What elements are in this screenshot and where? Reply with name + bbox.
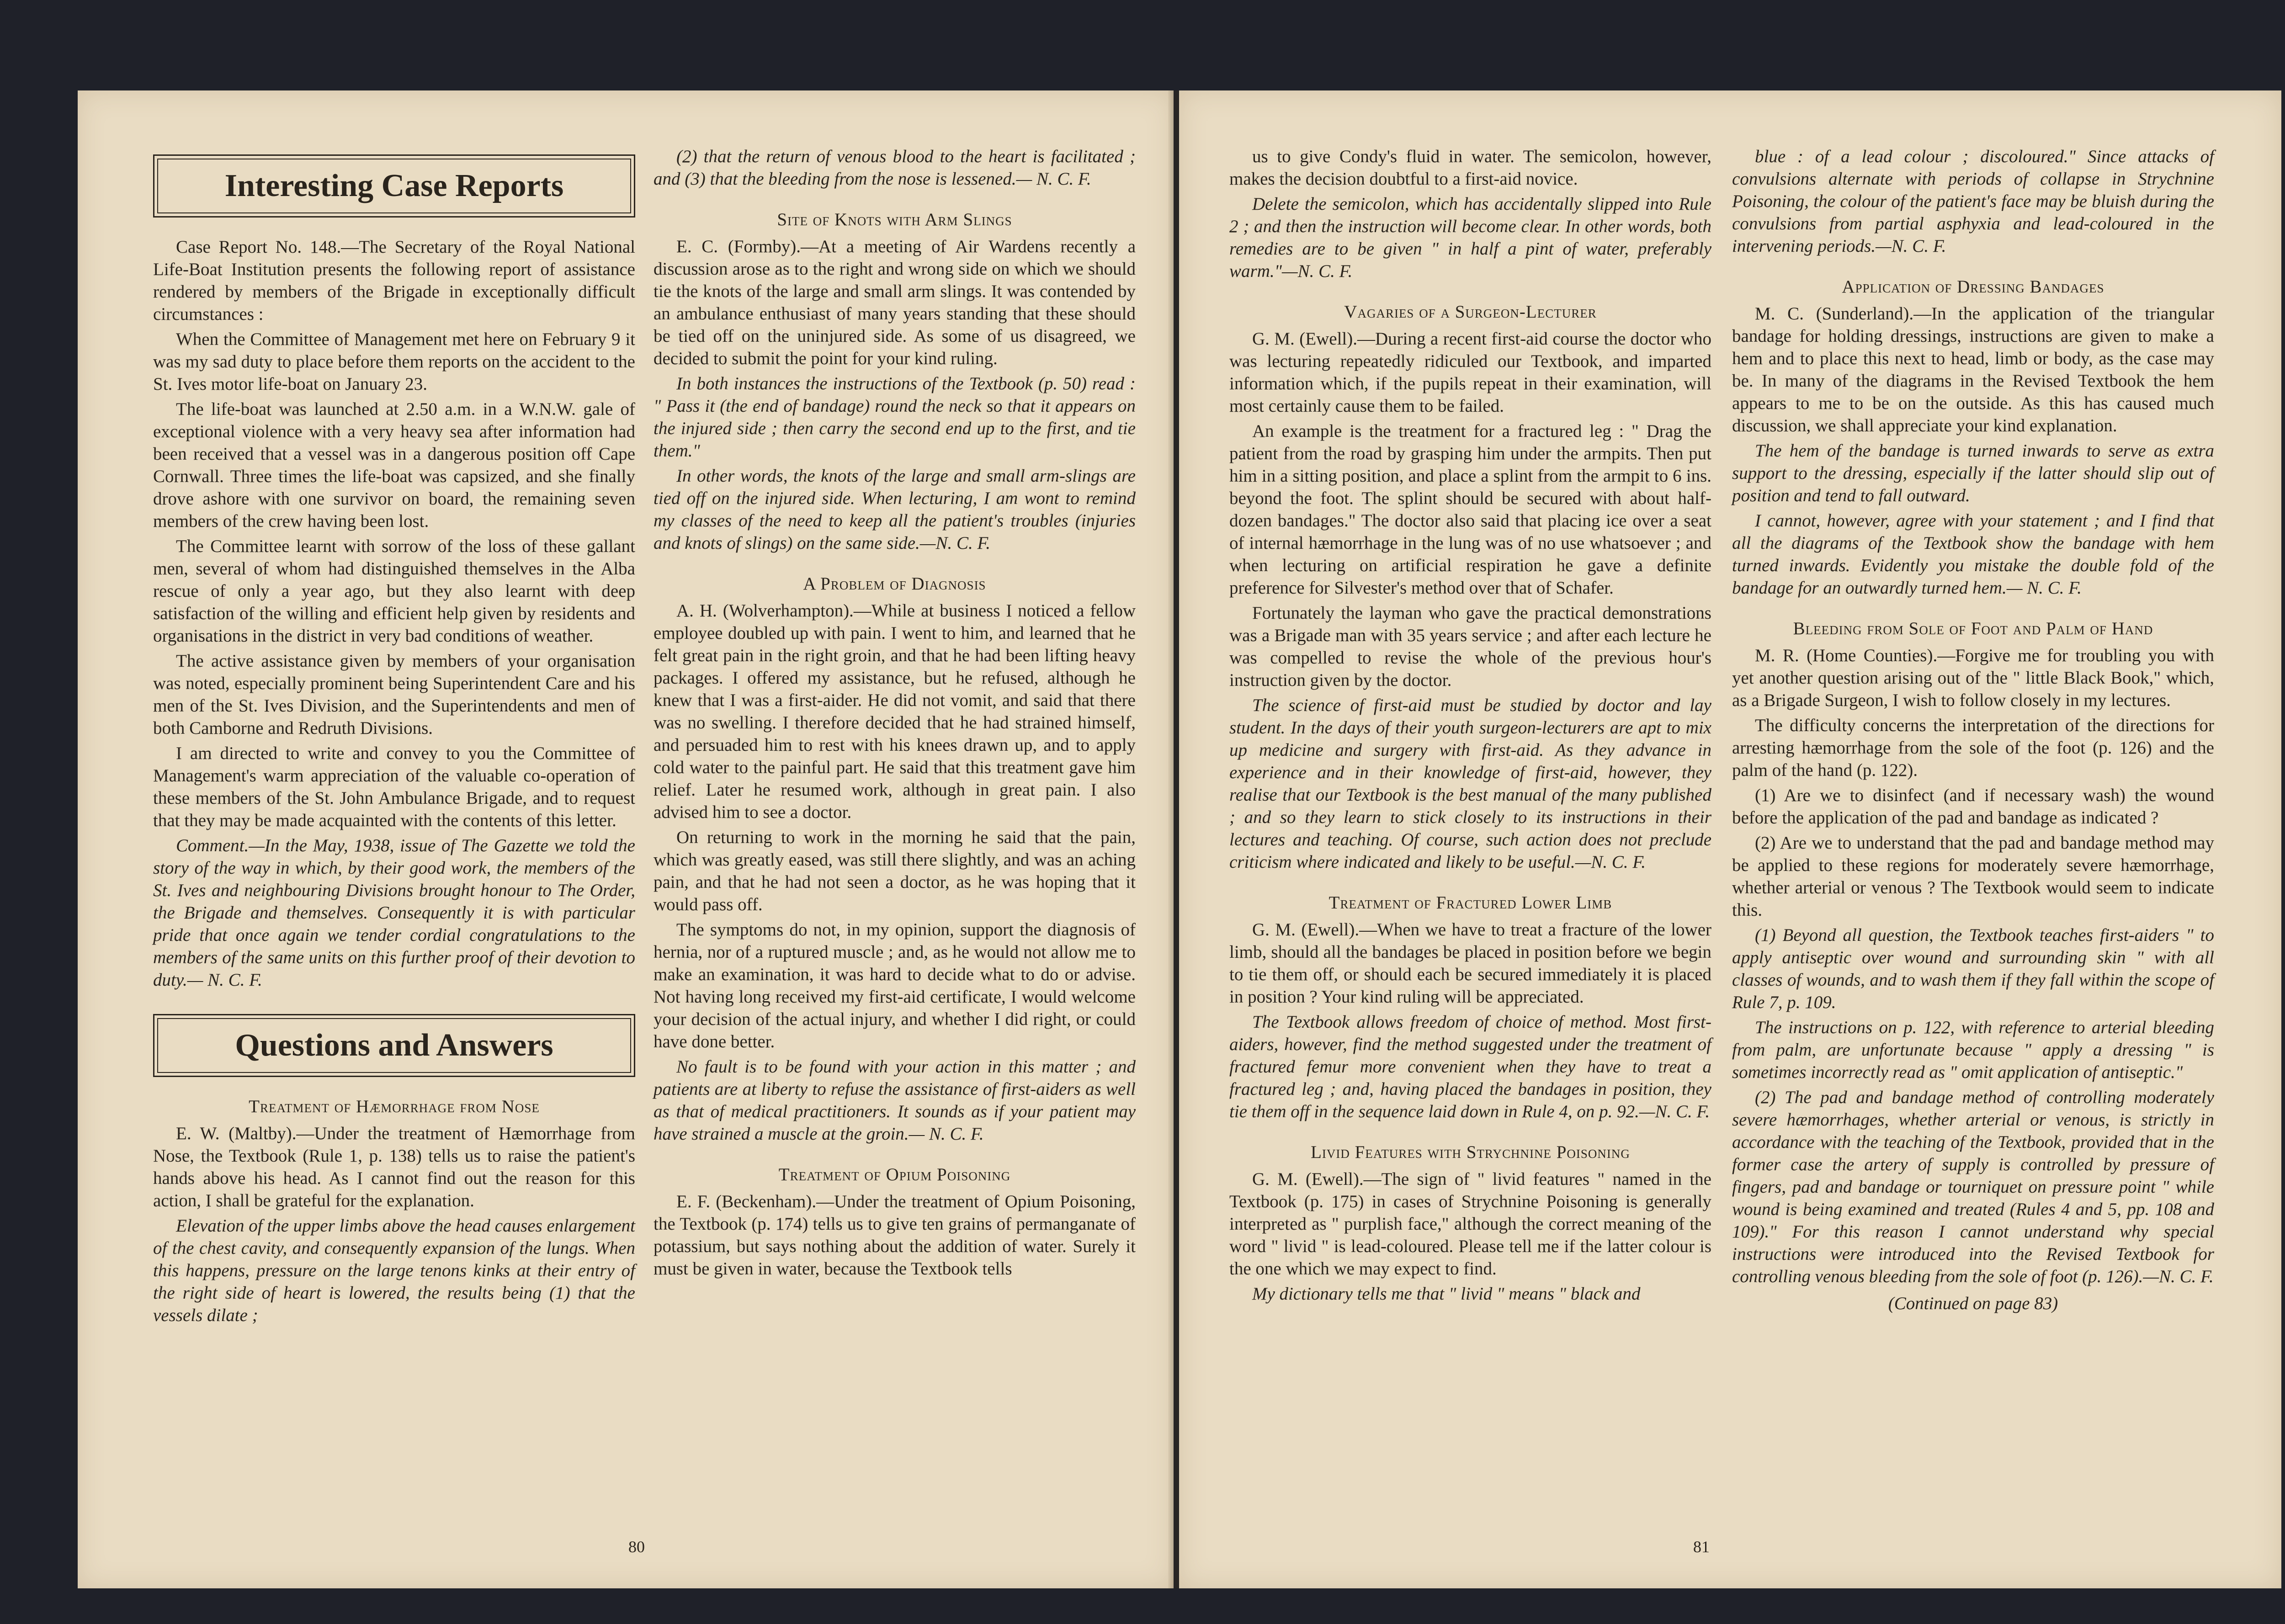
answer-text: blue : of a lead colour ; discoloured." Since attacks of convulsions alternate with periods of collapse in Strychnine Poisoning, the colour of the patient's face may be bluish during the convulsions from partial asphyxia and lead-coloured in the intervening periods.—N. C. F. [1732,147,2214,256]
question-text: G. M. (Ewell).—When we have to treat a fracture of the lower limb, should all the bandages be placed in position before we begin to tie them off, or should each be secured immediately it is placed in position ? Your kind ruling will be appreciated. [1229,920,1711,1007]
paragraph: The active assistance given by members of your organisation was noted, especially prominent being Superintendent Care and his men of the St. Ives Division, and the Superintendents and men of both Camborne and Redruth Divisions. [153,651,635,738]
question-text: (1) Are we to disinfect (and if necessary wash) the wound before the application of the pad and bandage as indicated ? [1732,785,2214,828]
answer-text: Elevation of the upper limbs above the head causes enlargement of the chest cavity, and consequently expansion of the lungs. When this happens, pressure on the large tenons kinks at their entry of the right side of heart is lowered, the results being (1) that the vessels dilate ; [153,1216,635,1325]
paragraph: The Committee learnt with sorrow of the loss of these gallant men, several of whom had distinguished themselves in the Alba rescue of only a year ago, but they also learnt with deep satisfaction of the willing and efficient help given by residents and organisations in the district in very bad conditions of weather. [153,536,635,646]
question-text: Fortunately the layman who gave the practical demonstrations was a Brigade man with 35 years service ; and after each lecture he was compelled to revise the whole of the previous hour's instruction given by the doctor. [1229,603,1711,690]
question-heading: Treatment of Opium Poisoning [778,1165,1011,1184]
editor-comment: Comment.—In the May, 1938, issue of The Gazette we told the story of the way in which, by their good work, the members of the St. Ives and neighbouring Divisions brought honour to The Order, the Brigade and themselves. Consequently it is with particular pride that once again we tender cordial congratulations to the members of the same units on this further proof of their devotion to duty.— N. C. F. [153,836,635,990]
left-page-column-2 [654,145,1136,1280]
answer-text: The Textbook allows freedom of choice of method. Most first-aiders, however, find the method suggested under the treatment of fractured femur more convenient when they have to treat a fractured leg ; and, having placed the bandages in position, they tie them off in the sequence laid down in Rule 4, on p. 92.—N. C. F. [1229,1012,1711,1121]
right-page-column-2 [1732,145,2214,1315]
right-page-column-1 [1229,145,1711,1305]
answer-text: In other words, the knots of the large and small arm-slings are tied off on the injured side. When lecturing, I am wont to remind my classes of the need to keep all the patient's troubles (injuries and knots of slings) on the same side.—N. C. F. [654,466,1136,553]
question-heading: Vagaries of a Surgeon-Lecturer [1344,302,1597,322]
answer-text: (2) The pad and bandage method of controlling moderately severe hæmorrhages, whether arterial or venous, is strictly in accordance with the teaching of the Textbook, provided that in the former case the artery of supply is controlled by pressure of fingers, pad and bandage or tourniquet on pressure point " while wound is being examined and treated (Rules 4 and 5, pp. 108 and 109)." For this reason I cannot understand why special instructions were introduced into the Revised Textbook for controlling venous bleeding from the sole of foot (p. 126).—N. C. F. [1732,1088,2214,1286]
page-number: 81 [1693,1538,1710,1556]
answer-text: My dictionary tells me that " livid " means " black and [1252,1284,1641,1304]
question-text: G. M. (Ewell).—During a recent first-aid course the doctor who was lecturing repeatedly ridiculed our Textbook, and imparted information which, if the pupils repeat in their examination, will most certainly cause them to be failed. [1229,329,1711,416]
answer-text: The instructions on p. 122, with reference to arterial bleeding from palm, are unfortunate because " apply a dressing " is sometimes incorrectly read as " omit application of antiseptic." [1732,1018,2214,1082]
section-title: Questions and Answers [157,1018,631,1073]
question-text: On returning to work in the morning he said that the pain, which was greatly eased, was still there slightly, and was an aching pain, and that he had not seen a doctor, as he was hoping that it would pass off. [654,828,1136,914]
left-page [78,90,1174,1588]
answer-text: The science of first-aid must be studied by doctor and lay student. In the days of their youth surgeon-lecturers are apt to mix up medicine and surgery with first-aid. As they advance in experience and in their knowledge of first-aid, however, they realise that our Textbook is the best manual of the many published ; and so they learn to stick closely to its instructions in their lectures and teaching. Of course, such action does not preclude criticism where indicated and likely to be useful.—N. C. F. [1229,695,1711,872]
question-text: A. H. (Wolverhampton).—While at business I noticed a fellow employee doubled up with pain. I went to him, and learned that he felt great pain in the right groin, and that he had been lifting heavy packages. I offered my assistance, but he refused, although he knew that I was a first-aider. He did not vomit, and said that there was no swelling. I therefore decided that he had strained himself, and persuaded him to rest with his knees drawn up, and to apply cold water to the painful part. He said that this treatment gave him relief. Later he resumed work, although in great pain. I also advised him to see a doctor. [654,601,1136,822]
question-text: M. C. (Sunderland).—In the application of the triangular bandage for holding dressings, instructions are given to make a hem and to place this next to head, limb or body, as the case may be. In many of the diagrams in the Revised Textbook the hem appears to me to be on the outside. As this has caused much discussion, we shall appreciate your kind explanation. [1732,304,2214,435]
question-text: E. C. (Formby).—At a meeting of Air Wardens recently a discussion arose as to the right and wrong side on which we should tie the knots of the large and small arm slings. It was contended by an ambulance enthusiast of many years standing that these should be tied off on the uninjured side. As some of us disagreed, we decided to submit the point for your kind ruling. [654,237,1136,368]
question-heading: Treatment of Fractured Lower Limb [1328,893,1612,913]
answer-text: Delete the semicolon, which has accidentally slipped into Rule 2 ; and then the instruction will become clear. In other words, both remedies are to be given " in half a pint of water, preferably warm."—N. C. F. [1229,194,1711,281]
answer-text: (1) Beyond all question, the Textbook teaches first-aiders " to apply antiseptic over wound and surrounding skin " with all classes of wounds, and to wash them if they fall within the scope of Rule 7, p. 109. [1732,925,2214,1012]
question-heading: Livid Features with Strychnine Poisoning [1311,1142,1630,1162]
paragraph: I am directed to write and convey to you the Committee of Management's warm appreciation of the valuable co-operation of these members of the St. John Ambulance Brigade, and to request that they may be made acquainted with the contents of this letter. [153,743,635,830]
question-heading: A Problem of Diagnosis [803,574,986,594]
right-page [1179,90,2281,1588]
question-text: E. W. (Maltby).—Under the treatment of Hæmorrhage from Nose, the Textbook (Rule 1, p. 138) tells us to raise the patient's hands above his head. As I cannot find out the reason for this action, I shall be grateful for the explanation. [153,1124,635,1210]
question-text: E. F. (Beckenham).—Under the treatment of Opium Poisoning, the Textbook (p. 174) tells us to give ten grains of permanganate of potassium, but says nothing about the addition of water. Surely it must be given in water, because the Textbook tells [654,1192,1136,1279]
paragraph: Case Report No. 148.—The Secretary of the Royal National Life-Boat Institution presents the following report of assistance rendered by members of the Brigade in exceptionally difficult circumstances : [153,237,635,324]
questions-and-answers-banner [153,1014,635,1077]
continued-note: (Continued on page 83) [1888,1294,2058,1313]
question-heading: Application of Dressing Bandages [1842,277,2104,297]
question-text: (2) Are we to understand that the pad and bandage method may be applied to these regions for moderately severe hæmorrhage, whether arterial or venous ? The Textbook would seem to indicate this. [1732,833,2214,920]
answer-text: No fault is to be found with your action in this matter ; and patients are at liberty to refuse the assistance of first-aiders as well as that of medical practitioners. It sounds as if your patient may have strained a muscle at the groin.— N. C. F. [654,1057,1136,1144]
interesting-case-reports-banner [153,154,635,218]
question-heading: Bleeding from Sole of Foot and Palm of Hand [1793,619,2153,638]
answer-text: The hem of the bandage is turned inwards to serve as extra support to the dressing, especially if the latter should slip out of position and tend to fall outward. [1732,441,2214,505]
question-text: M. R. (Home Counties).—Forgive me for troubling you with yet another question arising out of the " little Black Book," which, as a Brigade Surgeon, I wish to follow closely in my lectures. [1732,646,2214,710]
question-text: An example is the treatment for a fractured leg : " Drag the patient from the road by grasping him under the armpits. Then put him in a sitting position, and place a splint from the armpit to 6 ins. beyond the foot. The splint should be secured with about half-dozen bandages." The doctor also said that placing ice over a seat of internal hæmorrhage in the lung was of no use whatsoever ; and when lecturing on artificial respiration he gave a definite preference for Silvester's method over that of Schafer. [1229,421,1711,598]
left-page-column-1 [153,145,635,1327]
answer-text: (2) that the return of venous blood to the heart is facilitated ; and (3) that the bleeding from the nose is lessened.— N. C. F. [654,147,1136,189]
answer-text: In both instances the instructions of the Textbook (p. 50) read : " Pass it (the end of bandage) round the neck so that it appears on the injured side ; then carry the second end up to the first, and tie them." [654,374,1136,461]
question-text: The difficulty concerns the interpretation of the directions for arresting hæmorrhage from the sole of the foot (p. 126) and the palm of the hand (p. 122). [1732,716,2214,780]
question-text: us to give Condy's fluid in water. The semicolon, however, makes the decision doubtful to a first-aid novice. [1229,147,1711,189]
paragraph: The life-boat was launched at 2.50 a.m. in a W.N.W. gale of exceptional violence with a very heavy sea after information had been received that a vessel was in a dangerous position off Cape Cornwall. Three times the life-boat was capsized, and she finally drove ashore with one survivor on board, the remaining seven members of the crew having been lost. [153,399,635,531]
question-heading: Site of Knots with Arm Slings [777,210,1012,229]
question-heading: Treatment of Hæmorrhage from Nose [249,1097,540,1116]
answer-text: I cannot, however, agree with your statement ; and I find that all the diagrams of the Textbook show the bandage with hem turned inwards. Evidently you mistake the double fold of the bandage for an outwardly turned hem.— N. C. F. [1732,511,2214,598]
question-text: G. M. (Ewell).—The sign of " livid features " named in the Textbook (p. 175) in cases of Strychnine Poisoning is generally interpreted as " purplish face," although the correct meaning of the word " livid " is lead-coloured. Please tell me if the latter colour is the one which we may expect to find. [1229,1169,1711,1279]
question-text: The symptoms do not, in my opinion, support the diagnosis of hernia, nor of a ruptured muscle ; and, as he would not allow me to make an examination, it was hard to decide what to do or advise. Not having long received my first-aid certificate, I would welcome your decision of the actual injury, and whether I did right, or could have done better. [654,920,1136,1051]
section-title: Interesting Case Reports [157,159,631,213]
page-number: 80 [628,1538,645,1556]
paragraph: When the Committee of Management met here on February 9 it was my sad duty to place before them reports on the accident to the St. Ives motor life-boat on January 23. [153,329,635,394]
